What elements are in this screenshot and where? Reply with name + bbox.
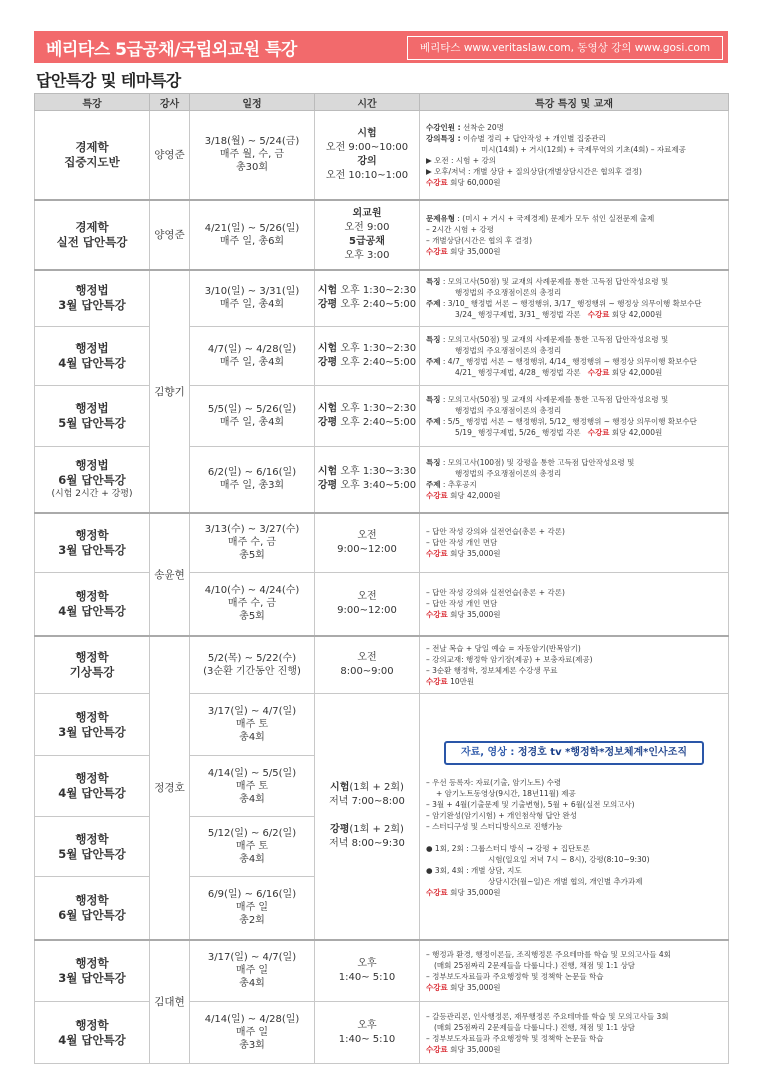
details: – 답안 작성 강의와 실전연습(총론 + 각론) – 답안 작성 개인 면담 수강료 회당 35,000원 bbox=[420, 513, 729, 573]
header-time: 시간 bbox=[315, 94, 420, 111]
banner-sites: 베리타스 www.veritaslaw.com, 동영상 강의 www.gosi.com bbox=[407, 36, 723, 60]
lecture-name: 행정학 4월 답안특강 bbox=[35, 1002, 150, 1064]
schedule: 4/7(일) ~ 4/28(일) 매주 일, 총4회 bbox=[190, 327, 315, 386]
header-details: 특강 특징 및 교재 bbox=[420, 94, 729, 111]
time: 시험 오후 1:30~2:30 강평 오후 2:40~5:00 bbox=[315, 386, 420, 447]
schedule: 3/10(일) ~ 3/31(일) 매주 일, 총4회 bbox=[190, 270, 315, 327]
details: 수강인원 : 선착순 20명 강의특징 : 이슈별 정리 + 답안작성 + 개인별 집중관리 미시(14회) + 거시(12회) + 국제무역의 기초(4회) – 자료제공 ▶ 오전 : 시험 + 강의 ▶ 오후/저녁 : 개별 상담 + 질의상담(개별상담시간은 협의후 결정) 수강료 회당 60,000원 bbox=[420, 111, 729, 200]
table-row bbox=[35, 1002, 729, 1064]
details: 문제유형 : (미시 + 거시 + 국제경제) 문제가 모두 섞인 실전문제 출제 – 2시간 시험 + 강평 – 개별상담(시간은 협의 후 결정) 수강료 회당 35,000원 bbox=[420, 200, 729, 270]
table-row bbox=[35, 270, 729, 327]
schedule: 3/17(일) ~ 4/7(일) 매주 토 총4회 bbox=[190, 694, 315, 756]
time: 오전 9:00~12:00 bbox=[315, 513, 420, 573]
table-row bbox=[35, 573, 729, 636]
lecture-name: 행정학 기상특강 bbox=[35, 636, 150, 694]
lecture-name: 행정법 5월 답안특강 bbox=[35, 386, 150, 447]
schedule: 3/18(월) ~ 5/24(금) 매주 월, 수, 금 총30회 bbox=[190, 111, 315, 200]
instructor: 양영준 bbox=[150, 200, 190, 270]
time: 오전 8:00~9:00 bbox=[315, 636, 420, 694]
schedule: 4/14(일) ~ 5/5(일) 매주 토 총4회 bbox=[190, 756, 315, 817]
details: 특징 : 모의고사(100점) 및 강평을 통한 고득점 답안작성요령 및 행정법의 주요쟁점이론의 총정리 주제 : 추후공지 수강료 회당 42,000원 bbox=[420, 447, 729, 513]
details: – 답안 작성 강의와 실전연습(총론 + 각론) – 답안 작성 개인 면담 수강료 회당 35,000원 bbox=[420, 573, 729, 636]
instructor: 송윤현 bbox=[150, 513, 190, 636]
lecture-name: 행정학 4월 답안특강 bbox=[35, 756, 150, 817]
time: 시험 오후 1:30~2:30 강평 오후 2:40~5:00 bbox=[315, 327, 420, 386]
lecture-name: 행정법 6월 답안특강 (시험 2시간 + 강평) bbox=[35, 447, 150, 513]
details: 특징 : 모의고사(50점) 및 교재의 사례문제를 통한 고득점 답안작성요령 및 행정법의 주요쟁점이론의 총정리 주제 : 3/10_ 행정법 서론 ~ 행정행위, 3/17_ 행정행위 ~ 행정상 의무이행 확보수단 3/24_ 행정구제법, 3/31_ 행정법 각론 수강료 회당 42,000원 bbox=[420, 270, 729, 327]
details: – 갈등관리론, 인사행정론, 재무행정론 주요테마를 학습 및 모의고사들 3회 (매회 25점짜리 2문제들을 다룹니다.) 진행, 채점 및 1:1 상담 – 정부보도자료들과 주요행정학 및 정책학 논문들 학습 수강료 회당 35,000원 bbox=[420, 1002, 729, 1064]
table-row bbox=[35, 327, 729, 386]
lecture-name: 행정학 4월 답안특강 bbox=[35, 573, 150, 636]
details: 자료, 영상 : 정경호 tv *행정학*정보체계*인사조직 – 우선 등록자: 자료(기출, 암기노트) 수령 + 암기노트동영상(9시간, 18년11월) 제공 – 3월 + 4월(기출문제 및 기출변형), 5월 + 6월(실전 모의고사) – 암기완성(암기시험) + 개인첨삭형 답안 완성 – 스터디구성 및 스터디방식으로 진행가능 ● 1회, 2회 : 그룹스터디 방식 → 강평 + 집단토론 시험(일요일 저녁 7시 ~ 8시), 강평(8:10~9:30) ● 3회, 4회 : 개별 상담, 지도 상담시간(월~일)은 개별 협의, 개인별 추가과제 수강료 회당 35,000원 bbox=[420, 694, 729, 940]
time: 시험(1회 + 2회) 저녁 7:00~8:00 강평(1회 + 2회) 저녁 8:00~9:30 bbox=[315, 694, 420, 940]
time: 오전 9:00~12:00 bbox=[315, 573, 420, 636]
table-row bbox=[35, 636, 729, 694]
table-row bbox=[35, 386, 729, 447]
time: 시험 오후 1:30~3:30 강평 오후 3:40~5:00 bbox=[315, 447, 420, 513]
details: – 전날 복습 + 당일 예습 = 자동암기(반복암기) – 강의교재: 행정학 암기장(제공) + 보충자료(제공) – 3순환 행정학, 정보체계론 수강생 무료 수강료 10만원 bbox=[420, 636, 729, 694]
schedule: 3/17(일) ~ 4/7(일) 매주 일 총4회 bbox=[190, 940, 315, 1002]
time: 오후 1:40~ 5:10 bbox=[315, 1002, 420, 1064]
title-banner bbox=[34, 31, 728, 63]
schedule: 3/13(수) ~ 3/27(수) 매주 수, 금 총5회 bbox=[190, 513, 315, 573]
table-row bbox=[35, 513, 729, 573]
table-header-row bbox=[35, 94, 729, 111]
lecture-name: 경제학 집중지도반 bbox=[35, 111, 150, 200]
table-row bbox=[35, 940, 729, 1002]
header-instructor: 강사 bbox=[150, 94, 190, 111]
time: 시험 오전 9:00~10:00 강의 오전 10:10~1:00 bbox=[315, 111, 420, 200]
details: – 행정과 환경, 행정이론들, 조직행정론 주요테마를 학습 및 모의고사들 4회 (매회 25점짜리 2문제들을 다룹니다.) 진행, 채점 및 1:1 상담 – 정부보도자료들과 주요행정학 및 정책학 논문들 학습 수강료 회당 35,000원 bbox=[420, 940, 729, 1002]
section-title: 답안특강 및 테마특강 bbox=[36, 71, 181, 90]
details: 특징 : 모의고사(50점) 및 교재의 사례문제를 통한 고득점 답안작성요령 및 행정법의 주요쟁점이론의 총정리 주제 : 5/5_ 행정법 서론 ~ 행정행위, 5/12_ 행정행위 ~ 행정상 의무이행 확보수단 5/19_ 행정구제법, 5/26_ 행정법 각론 수강료 회당 42,000원 bbox=[420, 386, 729, 447]
header-schedule: 일정 bbox=[190, 94, 315, 111]
schedule: 4/14(일) ~ 4/28(일) 매주 일 총3회 bbox=[190, 1002, 315, 1064]
schedule: 5/12(일) ~ 6/2(일) 매주 토 총4회 bbox=[190, 817, 315, 877]
table-row bbox=[35, 111, 729, 200]
material-box: 자료, 영상 : 정경호 tv *행정학*정보체계*인사조직 bbox=[444, 741, 704, 765]
lecture-table bbox=[34, 93, 729, 1064]
details: 특징 : 모의고사(50점) 및 교재의 사례문제를 통한 고득점 답안작성요령 및 행정법의 주요쟁점이론의 총정리 주제 : 4/7_ 행정법 서론 ~ 행정행위, 4/14_ 행정행위 ~ 행정상 의무이행 확보수단 4/21_ 행정구제법, 4/28_ 행정법 각론 수강료 회당 42,000원 bbox=[420, 327, 729, 386]
banner-title: 베리타스 5급공채/국립외교원 특강 bbox=[46, 40, 297, 60]
table-row bbox=[35, 200, 729, 270]
table-row bbox=[35, 694, 729, 756]
table-row bbox=[35, 447, 729, 513]
lecture-name: 행정법 3월 답안특강 bbox=[35, 270, 150, 327]
time: 외교원 오전 9:00 5급공채 오후 3:00 bbox=[315, 200, 420, 270]
schedule: 6/9(일) ~ 6/16(일) 매주 일 총2회 bbox=[190, 877, 315, 940]
time: 시험 오후 1:30~2:30 강평 오후 2:40~5:00 bbox=[315, 270, 420, 327]
lecture-name: 행정학 5월 답안특강 bbox=[35, 817, 150, 877]
lecture-name: 행정학 3월 답안특강 bbox=[35, 940, 150, 1002]
instructor: 김향기 bbox=[150, 270, 190, 513]
time: 오후 1:40~ 5:10 bbox=[315, 940, 420, 1002]
instructor: 정경호 bbox=[150, 636, 190, 940]
lecture-name: 행정학 3월 답안특강 bbox=[35, 513, 150, 573]
instructor: 양영준 bbox=[150, 111, 190, 200]
lecture-name: 행정법 4월 답안특강 bbox=[35, 327, 150, 386]
lecture-name: 행정학 3월 답안특강 bbox=[35, 694, 150, 756]
schedule: 6/2(일) ~ 6/16(일) 매주 일, 총3회 bbox=[190, 447, 315, 513]
lecture-name: 행정학 6월 답안특강 bbox=[35, 877, 150, 940]
lecture-name: 경제학 실전 답안특강 bbox=[35, 200, 150, 270]
schedule: 4/10(수) ~ 4/24(수) 매주 수, 금 총5회 bbox=[190, 573, 315, 636]
instructor: 김대현 bbox=[150, 940, 190, 1064]
schedule: 4/21(일) ~ 5/26(일) 매주 일, 총6회 bbox=[190, 200, 315, 270]
header-lecture: 특강 bbox=[35, 94, 150, 111]
schedule: 5/2(목) ~ 5/22(수) (3순환 기간동안 진행) bbox=[190, 636, 315, 694]
schedule: 5/5(일) ~ 5/26(일) 매주 일, 총4회 bbox=[190, 386, 315, 447]
